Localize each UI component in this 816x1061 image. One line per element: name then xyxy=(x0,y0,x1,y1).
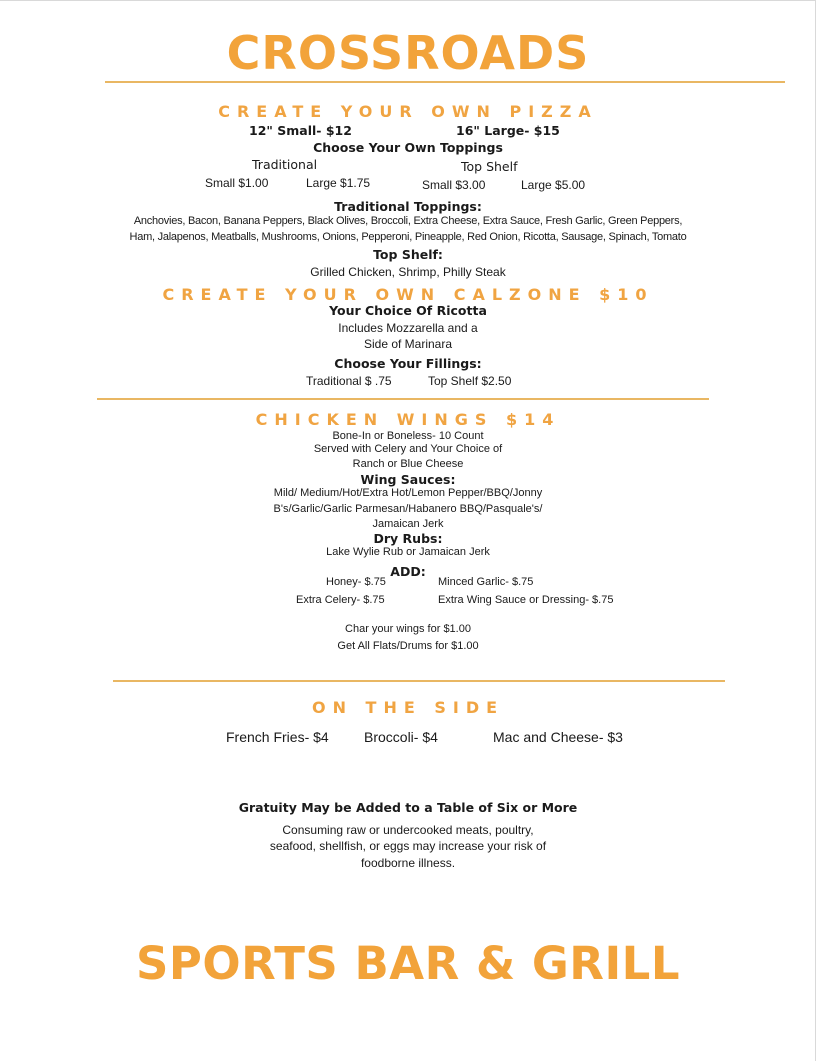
wing-sauces-1: Mild/ Medium/Hot/Extra Hot/Lemon Pepper/BBQ/Jonny xyxy=(273,487,543,499)
traditional-label: Traditional xyxy=(252,157,318,172)
traditional-large-price: Large $1.75 xyxy=(306,176,371,190)
pizza-large-size: 16" Large- $15 xyxy=(456,123,560,138)
char-wings: Char your wings for $1.00 xyxy=(345,623,471,635)
health-warning-3: foodborne illness. xyxy=(360,856,456,870)
side-french-fries: French Fries- $4 xyxy=(226,729,329,745)
add-minced-garlic: Minced Garlic- $.75 xyxy=(438,576,534,588)
calzone-includes-2: Side of Marinara xyxy=(363,337,453,351)
calzone-traditional-price: Traditional $ .75 xyxy=(306,374,392,388)
header-divider xyxy=(105,81,785,83)
wings-served-1: Served with Celery and Your Choice of xyxy=(313,443,503,455)
side-mac-and-cheese: Mac and Cheese- $3 xyxy=(493,729,623,745)
wing-sauces-2: B's/Garlic/Garlic Parmesan/Habanero BBQ/Pasquale's/ xyxy=(273,503,543,515)
side-broccoli: Broccoli- $4 xyxy=(364,729,438,745)
sports-bar-title: SPORTS BAR & GRILL xyxy=(135,937,681,990)
traditional-toppings-list-2: Ham, Jalapenos, Meatballs, Mushrooms, Onions, Pepperoni, Pineapple, Red Onion, Ricotta, Sausage, Spinach, Tomato xyxy=(129,231,687,243)
add-extra-celery: Extra Celery- $.75 xyxy=(296,594,385,606)
dry-rubs-heading: Dry Rubs: xyxy=(373,531,443,546)
top-shelf-list: Grilled Chicken, Shrimp, Philly Steak xyxy=(310,265,506,279)
top-shelf-heading: Top Shelf: xyxy=(373,247,443,262)
calzone-divider xyxy=(97,398,709,400)
top-shelf-label: Top Shelf xyxy=(461,159,518,174)
gratuity-note: Gratuity May be Added to a Table of Six or More xyxy=(238,800,578,815)
calzone-includes-1: Includes Mozzarella and a xyxy=(338,321,478,335)
calzone-heading: CREATE YOUR OWN CALZONE $10 xyxy=(162,285,654,304)
sides-heading: ON THE SIDE xyxy=(311,698,505,717)
top-shelf-small-price: Small $3.00 xyxy=(422,178,486,192)
health-warning-1: Consuming raw or undercooked meats, poultry, xyxy=(282,823,534,837)
top-shelf-large-price: Large $5.00 xyxy=(521,178,586,192)
pizza-small-size: 12" Small- $12 xyxy=(249,123,352,138)
add-extra-sauce: Extra Wing Sauce or Dressing- $.75 xyxy=(438,594,614,606)
wing-sauces-3: Jamaican Jerk xyxy=(372,518,444,530)
wing-sauces-heading: Wing Sauces: xyxy=(360,472,456,487)
pizza-heading: CREATE YOUR OWN PIZZA xyxy=(218,102,598,121)
health-warning-2: seafood, shellfish, or eggs may increase your risk of xyxy=(269,839,547,853)
add-honey: Honey- $.75 xyxy=(326,576,386,588)
restaurant-title: CROSSROADS xyxy=(226,26,590,80)
wings-heading: CHICKEN WINGS $14 xyxy=(255,410,561,429)
traditional-toppings-list-1: Anchovies, Bacon, Banana Peppers, Black Olives, Broccoli, Extra Cheese, Extra Sauce, Fresh Garlic, Green Peppers, xyxy=(133,215,683,227)
calzone-fillings-heading: Choose Your Fillings: xyxy=(334,356,482,371)
wings-divider xyxy=(113,680,725,682)
add-heading: ADD: xyxy=(390,564,426,579)
traditional-small-price: Small $1.00 xyxy=(205,176,269,190)
traditional-toppings-heading: Traditional Toppings: xyxy=(334,199,482,214)
wings-count: Bone-In or Boneless- 10 Count xyxy=(332,430,484,442)
calzone-top-shelf-price: Top Shelf $2.50 xyxy=(428,374,512,388)
choose-toppings-heading: Choose Your Own Toppings xyxy=(313,140,503,155)
wings-served-2: Ranch or Blue Cheese xyxy=(352,458,464,470)
calzone-ricotta: Your Choice Of Ricotta xyxy=(329,303,487,318)
dry-rubs-list: Lake Wylie Rub or Jamaican Jerk xyxy=(326,546,490,558)
flats-drums: Get All Flats/Drums for $1.00 xyxy=(337,640,479,652)
